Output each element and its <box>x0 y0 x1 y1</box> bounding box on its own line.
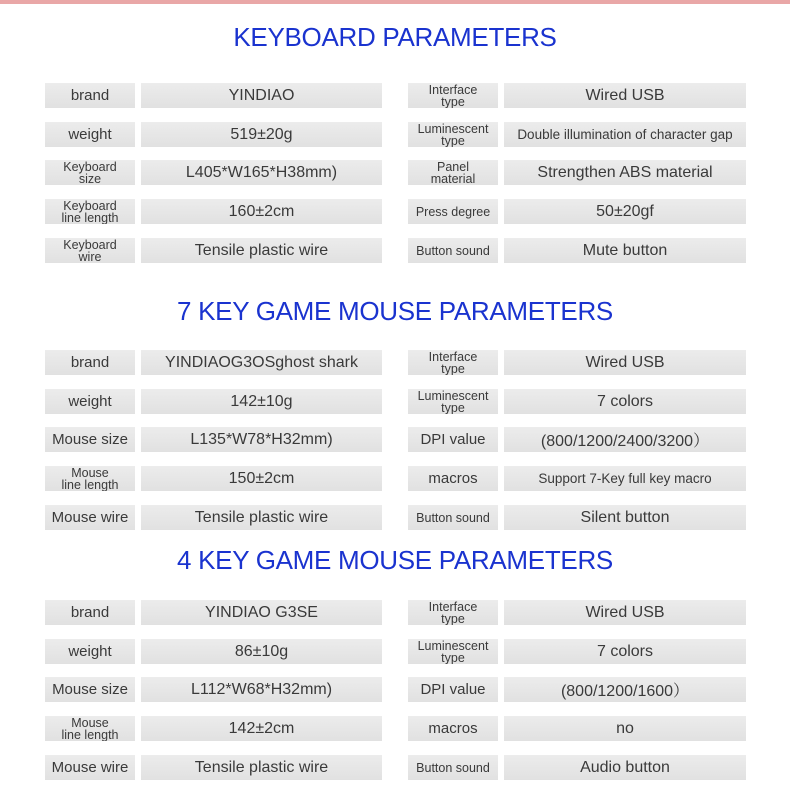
param-label: Mouse size <box>52 681 128 698</box>
param-label-cell <box>45 199 135 224</box>
param-value-cell <box>141 350 382 375</box>
param-value: YINDIAO G3SE <box>205 603 318 621</box>
param-value: YINDIAOG3OSghost shark <box>165 353 358 371</box>
param-label-line: line length <box>61 477 119 491</box>
param-label-cell <box>408 238 498 263</box>
param-label-cell <box>45 677 135 702</box>
param-label-cell <box>408 83 498 108</box>
param-label-line: type <box>441 94 465 108</box>
param-value: 150±2cm <box>228 469 295 487</box>
param-value: YINDIAO <box>228 86 295 104</box>
param-label-cell <box>408 160 498 185</box>
param-label-cell <box>408 122 498 147</box>
param-value: L405*W165*H38mm) <box>185 163 338 181</box>
param-label: brand <box>70 87 110 104</box>
param-label-cell <box>408 639 498 664</box>
param-value: Double illumination of character gap <box>517 127 733 142</box>
param-value-cell <box>141 122 382 147</box>
section-title: 4 KEY GAME MOUSE PARAMETERS <box>177 545 613 575</box>
param-value-cell <box>141 505 382 530</box>
param-label-line: Luminescent <box>417 639 489 653</box>
param-label-line: line length <box>61 210 119 224</box>
param-label: DPI value <box>420 681 486 698</box>
param-value-cell <box>504 505 746 530</box>
param-value-cell <box>141 716 382 741</box>
param-value: Wired USB <box>585 603 665 621</box>
param-label: weight <box>68 126 112 143</box>
param-value: Wired USB <box>585 353 665 371</box>
param-label-cell <box>45 122 135 147</box>
param-value-cell <box>141 238 382 263</box>
param-label-line: material <box>430 171 476 185</box>
param-label-line: Keyboard <box>63 199 117 213</box>
param-label-line: Interface <box>428 350 478 364</box>
param-label-cell <box>45 716 135 741</box>
param-label: brand <box>70 604 110 621</box>
param-value: L112*W68*H32mm) <box>190 680 333 698</box>
param-label: Mouse wire <box>51 509 129 526</box>
param-value-cell <box>141 160 382 185</box>
param-label-line: Keyboard <box>63 238 117 252</box>
param-value: 50±20gf <box>596 202 654 220</box>
section-title: KEYBOARD PARAMETERS <box>233 22 557 52</box>
param-label-line: type <box>441 650 465 664</box>
param-label: weight <box>68 393 112 410</box>
param-value: 86±10g <box>234 642 289 660</box>
param-label-cell <box>45 466 135 491</box>
param-label: brand <box>70 354 110 371</box>
param-value: Tensile plastic wire <box>194 241 329 259</box>
param-value-cell <box>141 755 382 780</box>
param-value-cell <box>504 160 746 185</box>
param-label-cell <box>45 639 135 664</box>
param-label-line: wire <box>78 249 102 263</box>
param-label-line: Luminescent <box>417 122 489 136</box>
param-label: Mouse size <box>52 431 128 448</box>
top-accent-line <box>0 0 790 4</box>
param-label: Press degree <box>415 204 491 219</box>
param-value: Silent button <box>580 508 670 526</box>
param-label-cell <box>45 505 135 530</box>
param-value-cell <box>504 755 746 780</box>
param-value: 7 colors <box>596 642 654 660</box>
param-value: L135*W78*H32mm) <box>190 430 333 448</box>
param-label-cell <box>45 427 135 452</box>
param-label-line: Panel <box>437 160 469 174</box>
param-label: Button sound <box>416 510 490 525</box>
param-value: Tensile plastic wire <box>194 508 329 526</box>
param-label-cell <box>408 716 498 741</box>
param-value: 160±2cm <box>228 202 295 220</box>
param-label-line: type <box>441 133 465 147</box>
param-value: Wired USB <box>585 86 665 104</box>
param-label: Button sound <box>416 243 490 258</box>
param-value-cell <box>141 466 382 491</box>
param-label-cell <box>408 389 498 414</box>
param-label-cell <box>408 505 498 530</box>
param-value-cell <box>141 427 382 452</box>
param-label-cell <box>45 389 135 414</box>
param-value: (800/1200/1600） <box>560 683 690 700</box>
param-label-cell <box>45 755 135 780</box>
param-label-cell <box>408 755 498 780</box>
param-value: Tensile plastic wire <box>194 758 329 776</box>
param-value: (800/1200/2400/3200） <box>540 433 710 450</box>
param-value-cell <box>141 389 382 414</box>
param-value-cell <box>141 639 382 664</box>
param-label-line: line length <box>61 727 119 741</box>
param-value-cell <box>504 199 746 224</box>
param-label-cell <box>45 350 135 375</box>
param-value-cell <box>504 350 746 375</box>
param-value: Support 7-Key full key macro <box>538 471 712 486</box>
param-label-line: Luminescent <box>417 389 489 403</box>
param-value-cell <box>504 238 746 263</box>
param-value-cell <box>141 199 382 224</box>
param-label: weight <box>68 643 112 660</box>
param-value: 142±2cm <box>228 719 295 737</box>
param-value-cell <box>504 389 746 414</box>
param-value-cell <box>504 639 746 664</box>
param-label-line: Interface <box>428 83 478 97</box>
param-value: no <box>616 719 634 737</box>
param-label-line: Interface <box>428 600 478 614</box>
param-label-line: Keyboard <box>63 160 117 174</box>
param-label-cell <box>408 199 498 224</box>
param-label-cell <box>408 350 498 375</box>
param-label: macros <box>428 720 478 737</box>
param-value-cell <box>141 600 382 625</box>
param-label-cell <box>408 427 498 452</box>
param-value-cell <box>141 83 382 108</box>
section-title: 7 KEY GAME MOUSE PARAMETERS <box>177 296 613 326</box>
param-label-cell <box>408 600 498 625</box>
param-label-cell <box>45 238 135 263</box>
param-label-line: Mouse <box>71 716 109 730</box>
param-value-cell <box>504 427 746 452</box>
param-label-line: Mouse <box>71 466 109 480</box>
param-value-cell <box>504 83 746 108</box>
param-value-cell <box>504 677 746 702</box>
param-label-line: type <box>441 361 465 375</box>
param-value: 7 colors <box>596 392 654 410</box>
param-label: macros <box>428 470 478 487</box>
param-value: 519±20g <box>230 125 293 143</box>
param-label: DPI value <box>420 431 486 448</box>
param-value-cell <box>504 122 746 147</box>
param-value-cell <box>504 600 746 625</box>
param-value: Strengthen ABS material <box>537 163 713 181</box>
param-label-line: size <box>78 171 102 185</box>
param-value: 142±10g <box>230 392 293 410</box>
param-label: Button sound <box>416 760 490 775</box>
param-label-cell <box>45 600 135 625</box>
param-label-cell <box>408 677 498 702</box>
param-value-cell <box>504 466 746 491</box>
param-label-cell <box>45 160 135 185</box>
param-label-line: type <box>441 611 465 625</box>
param-label-cell <box>408 466 498 491</box>
param-label-line: type <box>441 400 465 414</box>
param-value-cell <box>141 677 382 702</box>
param-value-cell <box>504 716 746 741</box>
param-value: Audio button <box>580 758 670 776</box>
param-value: Mute button <box>582 241 668 259</box>
param-label: Mouse wire <box>51 759 129 776</box>
param-label-cell <box>45 83 135 108</box>
